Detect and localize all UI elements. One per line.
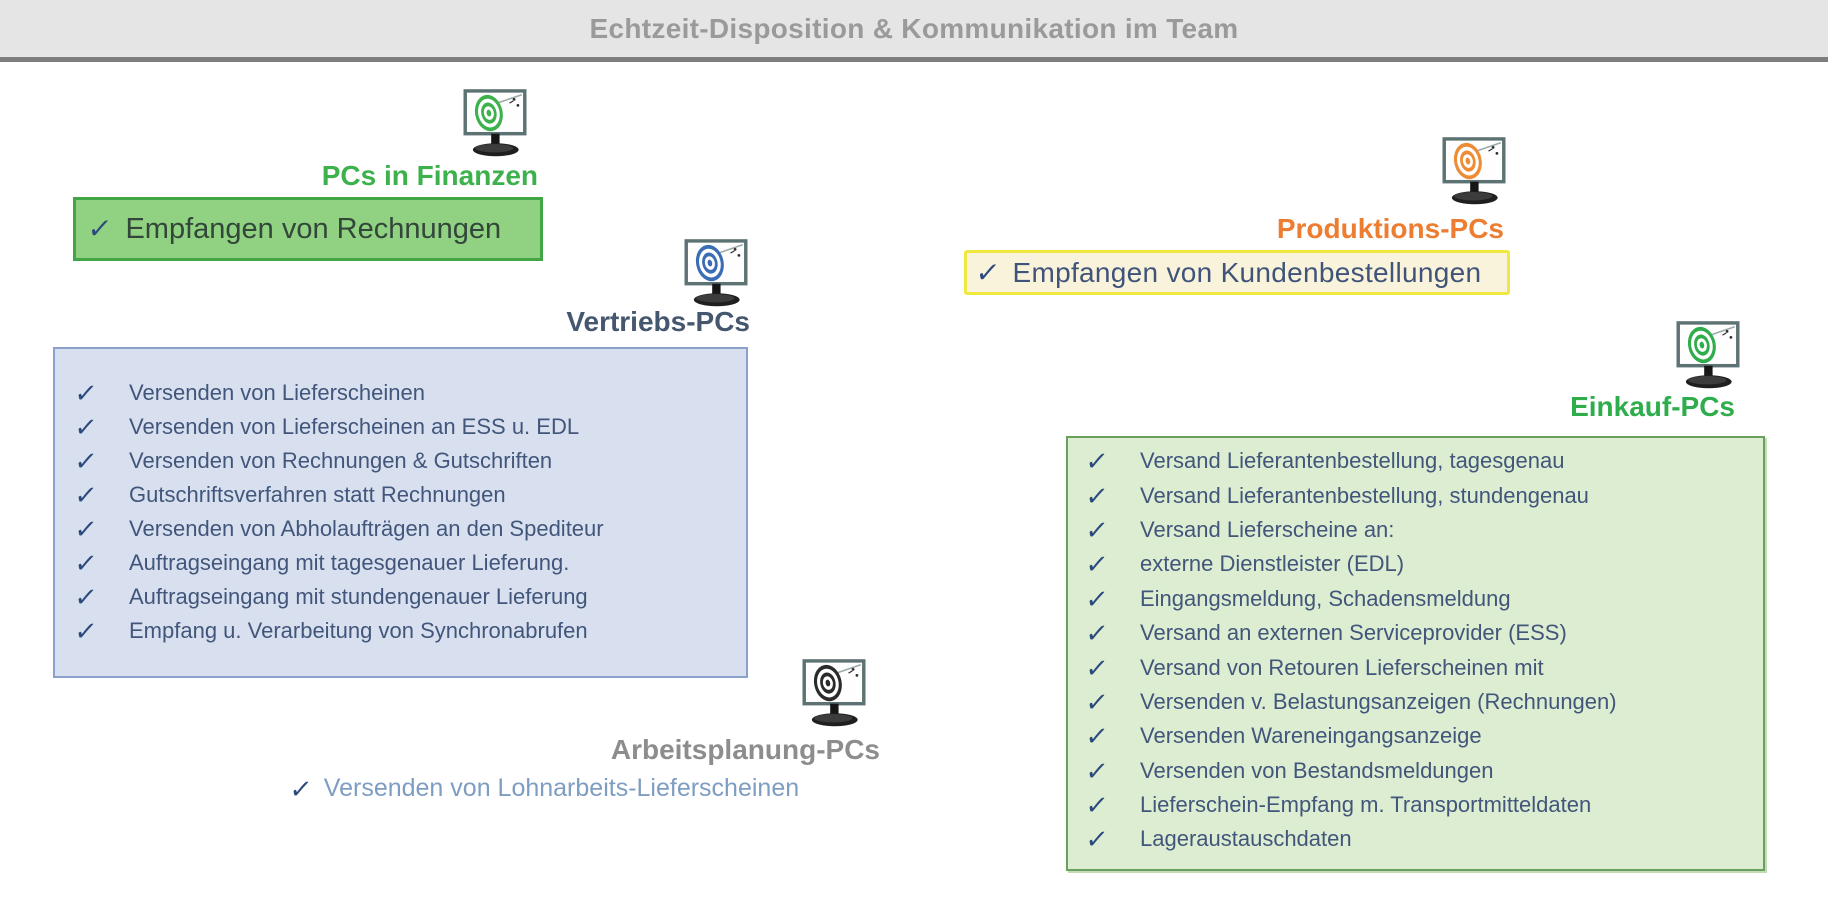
produktion-task-box bbox=[964, 250, 1510, 295]
task-label: Auftragseingang mit tagesgenauer Lieferung. bbox=[129, 550, 570, 575]
task-row bbox=[1068, 685, 1763, 719]
task-label: externe Dienstleister (EDL) bbox=[1140, 551, 1405, 577]
task-row bbox=[1068, 547, 1763, 581]
group-label-finanzen: PCs in Finanzen bbox=[321, 160, 538, 191]
check-icon: ✓ bbox=[1083, 583, 1110, 614]
task-row bbox=[55, 376, 746, 410]
check-icon: ✓ bbox=[1083, 514, 1110, 545]
task-row bbox=[1068, 788, 1763, 822]
task-row bbox=[55, 614, 746, 648]
task-row bbox=[1068, 822, 1763, 856]
monitor-target-icon bbox=[674, 234, 758, 312]
task-label: Lageraustauschdaten bbox=[1140, 826, 1352, 852]
monitor-target-icon bbox=[1432, 132, 1516, 210]
task-row bbox=[55, 444, 746, 478]
check-icon: ✓ bbox=[1083, 549, 1110, 580]
task-label: Eingangsmeldung, Schadensmeldung bbox=[1140, 585, 1511, 611]
task-label: Versenden v. Belastungsanzeigen (Rechnungen) bbox=[1140, 688, 1617, 714]
group-label-produktion: Produktions-PCs bbox=[1276, 213, 1504, 244]
task-label: Versand Lieferantenbestellung, stundengenau bbox=[1140, 482, 1589, 508]
page-title: Echtzeit-Disposition & Kommunikation im Team bbox=[589, 12, 1239, 44]
finanzen-task-box bbox=[73, 197, 543, 261]
task-row bbox=[55, 410, 746, 444]
task-label: Versenden von Rechnungen & Gutschriften bbox=[129, 448, 553, 473]
check-icon: ✓ bbox=[72, 616, 99, 646]
check-icon: ✓ bbox=[287, 773, 314, 804]
group-label-vertrieb: Vertriebs-PCs bbox=[566, 306, 750, 337]
task-label: Versand von Retouren Lieferscheinen mit bbox=[1140, 654, 1544, 680]
monitor-target-icon bbox=[453, 84, 537, 162]
task-label: Versand an externen Serviceprovider (ESS) bbox=[1140, 620, 1567, 646]
group-label-einkauf: Einkauf-PCs bbox=[1570, 391, 1735, 422]
task-row bbox=[55, 478, 746, 512]
check-icon: ✓ bbox=[1083, 790, 1110, 821]
task-row bbox=[1068, 754, 1763, 788]
task-label: Versand Lieferantenbestellung, tagesgenau bbox=[1140, 448, 1565, 474]
task-label: Versand Lieferscheine an: bbox=[1140, 516, 1395, 542]
task-row bbox=[1068, 719, 1763, 753]
task-row bbox=[1068, 478, 1763, 512]
task-row bbox=[1068, 444, 1763, 478]
task-label: Versenden von Lieferscheinen an ESS u. EDL bbox=[129, 414, 580, 439]
vertrieb-task-box bbox=[53, 347, 748, 678]
check-icon: ✓ bbox=[72, 582, 99, 612]
task-label: Lieferschein-Empfang m. Transportmitteldaten bbox=[1140, 792, 1592, 818]
check-icon: ✓ bbox=[72, 446, 99, 476]
task-row bbox=[1068, 616, 1763, 650]
task-label: Gutschriftsverfahren statt Rechnungen bbox=[129, 482, 506, 507]
arbeitsplanung-task-line bbox=[287, 773, 800, 804]
check-icon: ✓ bbox=[973, 256, 1002, 288]
check-icon: ✓ bbox=[72, 514, 99, 544]
monitor-target-icon bbox=[792, 654, 876, 732]
header-bar bbox=[0, 0, 1828, 57]
check-icon: ✓ bbox=[72, 480, 99, 510]
check-icon: ✓ bbox=[1083, 755, 1110, 786]
task-row bbox=[1068, 582, 1763, 616]
group-label-arbeitsplanung: Arbeitsplanung-PCs bbox=[610, 734, 880, 765]
task-row bbox=[55, 546, 746, 580]
check-icon: ✓ bbox=[1083, 721, 1110, 752]
task-label: Empfang u. Verarbeitung von Synchronabrufen bbox=[129, 618, 588, 643]
check-icon: ✓ bbox=[1083, 824, 1110, 855]
task-label: Empfangen von Kundenbestellungen bbox=[1012, 256, 1482, 288]
task-label: Versenden Wareneingangsanzeige bbox=[1140, 723, 1482, 749]
task-label: Versenden von Lieferscheinen bbox=[129, 380, 425, 405]
task-label: Versenden von Lohnarbeits-Lieferscheinen bbox=[323, 774, 800, 802]
check-icon: ✓ bbox=[1083, 686, 1110, 717]
task-label: Auftragseingang mit stundengenauer Lieferung bbox=[129, 584, 588, 609]
task-label: Versenden von Bestandsmeldungen bbox=[1140, 757, 1494, 783]
task-label: Versenden von Abholaufträgen an den Spediteur bbox=[129, 516, 604, 541]
check-icon: ✓ bbox=[1083, 618, 1110, 649]
monitor-target-icon bbox=[1666, 316, 1750, 394]
task-label: Empfangen von Rechnungen bbox=[125, 212, 502, 245]
einkauf-task-box bbox=[1066, 436, 1765, 871]
check-icon: ✓ bbox=[1083, 480, 1110, 511]
check-icon: ✓ bbox=[72, 548, 99, 578]
check-icon: ✓ bbox=[72, 412, 99, 442]
task-row bbox=[55, 512, 746, 546]
check-icon: ✓ bbox=[1083, 446, 1110, 477]
check-icon: ✓ bbox=[1083, 652, 1110, 683]
task-row bbox=[1068, 513, 1763, 547]
check-icon: ✓ bbox=[85, 213, 114, 244]
task-row bbox=[1068, 650, 1763, 684]
check-icon: ✓ bbox=[72, 378, 99, 408]
header-divider bbox=[0, 57, 1828, 62]
task-row bbox=[55, 580, 746, 614]
